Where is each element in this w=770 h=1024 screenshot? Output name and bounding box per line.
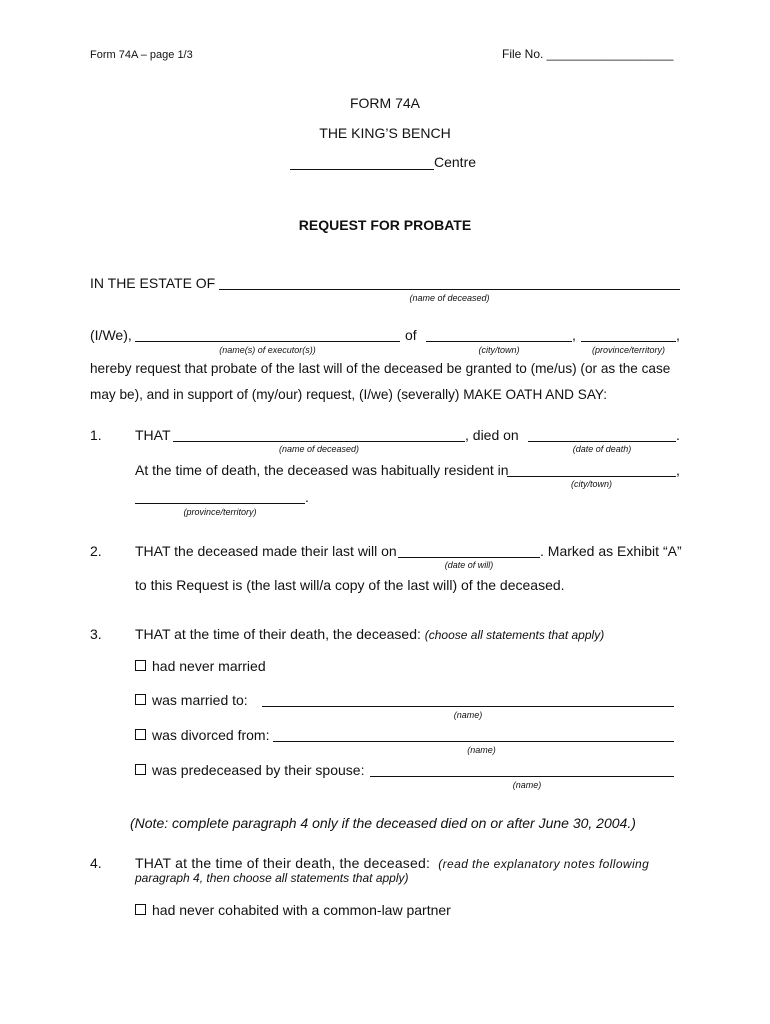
p1-name-caption: (name of deceased) (278, 444, 360, 454)
form-title: FORM 74A (349, 95, 420, 111)
resident-province-caption: (province/territory) (183, 507, 257, 517)
p4-note-line2: paragraph 4, then choose all statements that apply) (135, 871, 409, 885)
p3-note: (choose all statements that apply) (424, 628, 605, 642)
centre-label: Centre (434, 154, 477, 170)
court-title: THE KING’S BENCH (319, 125, 451, 141)
will-text: THAT the deceased made their last will on (135, 543, 397, 559)
comma: , (572, 327, 576, 343)
request-text-line2: may be), and in support of (my/our) request, (I/we) (severally) MAKE OATH AND SAY: (90, 387, 607, 402)
paragraph-1-number: 1. (90, 427, 102, 443)
applicant-province-blank[interactable] (581, 341, 676, 342)
paragraph-4-note: (Note: complete paragraph 4 only if the deceased died on or after June 30, 2004.) (130, 815, 636, 831)
resident-text: At the time of death, the deceased was habitually resident in (135, 462, 509, 478)
option-predeceased[interactable]: was predeceased by their spouse: (135, 762, 364, 778)
checkbox[interactable] (135, 694, 146, 705)
applicant-city-blank[interactable] (426, 341, 572, 342)
divorced-name-caption: (name) (467, 745, 496, 755)
deceased-name-blank[interactable] (219, 289, 680, 290)
p4-note: (read the explanatory notes following (438, 857, 650, 871)
option-married[interactable]: was married to: (135, 692, 248, 708)
divorced-name-blank[interactable] (273, 741, 674, 742)
applicant-province-caption: (province/territory) (591, 345, 665, 355)
resident-province-blank[interactable] (135, 503, 305, 504)
option-never-married[interactable]: had never married (135, 658, 266, 674)
spouse-name-blank[interactable] (262, 706, 674, 707)
estate-label: IN THE ESTATE OF (90, 275, 216, 291)
comma: , (676, 462, 680, 478)
date-of-death-blank[interactable] (528, 441, 676, 442)
checkbox[interactable] (135, 904, 146, 915)
request-title: REQUEST FOR PROBATE (298, 217, 472, 233)
p3-text: THAT at the time of their death, the deceased: (choose all statements that apply) (135, 626, 605, 642)
option-never-cohabited[interactable]: had never cohabited with a common-law partner (135, 902, 451, 918)
p4-text: THAT at the time of their death, the deceased: (read the explanatory notes following (135, 855, 650, 871)
centre-blank[interactable] (290, 169, 434, 170)
of-label: of (405, 327, 417, 343)
resident-city-blank[interactable] (507, 476, 676, 477)
option-divorced[interactable]: was divorced from: (135, 727, 269, 743)
request-text-line1: hereby request that probate of the last will of the deceased be granted to (me/us) (or as the case (90, 361, 671, 376)
paragraph-3-number: 3. (90, 626, 102, 642)
will-text-line2: to this Request is (the last will/a copy of the last will) of the deceased. (135, 577, 565, 593)
file-number-field[interactable]: File No. ___________________ (502, 47, 674, 61)
predeceased-name-caption: (name) (512, 780, 542, 790)
resident-city-caption: (city/town) (570, 479, 612, 489)
p1-deceased-name-blank[interactable] (173, 441, 465, 442)
predeceased-name-blank[interactable] (370, 776, 674, 777)
that-label: THAT (135, 427, 171, 443)
date-of-will-blank[interactable] (398, 557, 540, 558)
executor-caption: (name(s) of executor(s)) (219, 345, 316, 355)
executor-name-blank[interactable] (135, 341, 400, 342)
checkbox[interactable] (135, 729, 146, 740)
applicant-city-caption: (city/town) (478, 345, 520, 355)
date-of-will-caption: (date of will) (444, 560, 494, 570)
comma: , (676, 327, 680, 343)
deceased-name-caption: (name of deceased) (409, 293, 490, 303)
form-page-label: Form 74A – page 1/3 (90, 49, 193, 61)
exhibit-text: . Marked as Exhibit “A” (540, 543, 682, 559)
checkbox[interactable] (135, 764, 146, 775)
period: . (676, 427, 680, 443)
spouse-name-caption: (name) (453, 710, 483, 720)
died-on-label: , died on (465, 427, 519, 443)
period: . (305, 489, 309, 505)
checkbox[interactable] (135, 660, 146, 671)
paragraph-4-number: 4. (90, 855, 102, 871)
paragraph-2-number: 2. (90, 543, 102, 559)
applicant-prefix: (I/We), (90, 327, 132, 343)
date-of-death-caption: (date of death) (572, 444, 632, 454)
